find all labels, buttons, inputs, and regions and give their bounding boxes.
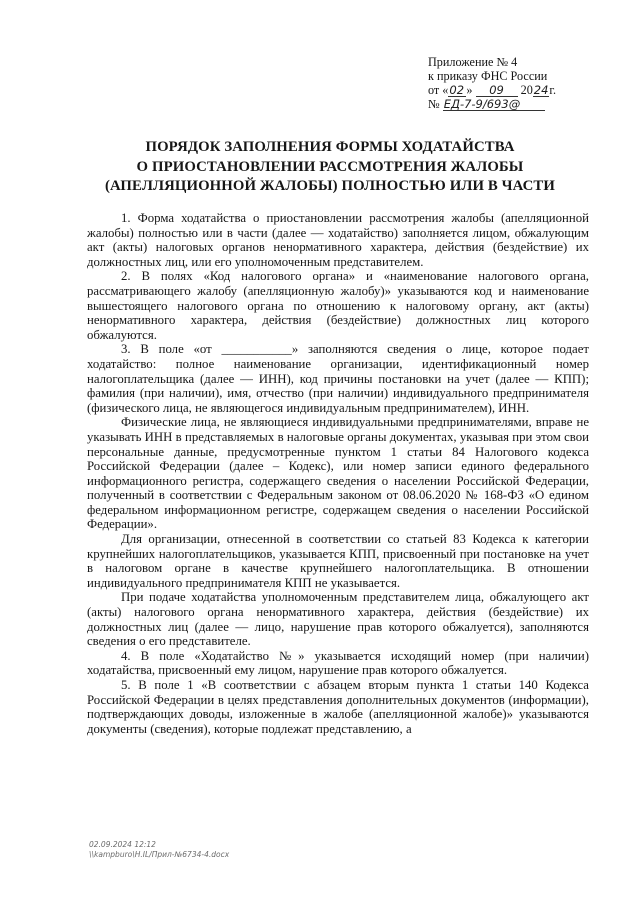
footer-timestamp: 02.09.2024 12:12 xyxy=(89,840,156,849)
paragraph-4: Физические лица, не являющиеся индивидуальными предпринимателями, вправе не указывать ИНН в представляемых в налоговые органы документах, указывая при этом свои персональные данные, предусмотренные пунктом 1 статьи 84 Налогового кодекса Российской Федерации (далее – Кодекс), или номер записи единого федерального информационного регистра, содержащего сведения о населении Российской Федерации, полученный в соответствии с Федеральным законом от 08.06.2020 № 168-ФЗ «О едином федеральном информационном регистре, содержащем сведения о населении Российской Федерации». xyxy=(87,415,589,532)
handwritten-order-number: ЕД-7-9/693@ xyxy=(443,98,545,111)
handwritten-month: 09 xyxy=(476,84,518,97)
number-prefix: № xyxy=(428,97,443,111)
paragraph-8: 5. В поле 1 «В соответствии с абзацем вторым пункта 1 статьи 140 Кодекса Российской Федерации в целях представления дополнительных документов (информации), подтверждающих доводы, изложенные в жалобе (апелляционной жалобе)» указываются документы (сведения), которые подлежат представлению, а xyxy=(87,678,589,736)
paragraph-3: 3. В поле «от ___________» заполняются сведения о лице, которое подает ходатайство: полное наименование организации, идентификационный номер налогоплательщика (далее — ИНН), код причины постановки на учет (далее — КПП); фамилия (при наличии), имя, отчество (при наличии) индивидуального предпринимателя (физического лица, не являющегося индивидуальным предпринимателем), ИНН. xyxy=(87,342,589,415)
appendix-header xyxy=(428,55,628,111)
paragraph-2: 2. В полях «Код налогового органа» и «наименование налогового органа, рассматривающего жалобу (апелляционную жалобу)» указываются код и наименование вышестоящего налогового органа по отношению к налоговому органу, акт (акты) ненормативного характера, действия (бездействие) должностных лиц которого обжалуются. xyxy=(87,269,589,342)
paragraph-6: При подаче ходатайства уполномоченным представителем лица, обжалующего акт (акты) налогового органа ненормативного характера, действия (бездействие) их должностных лиц (далее — лицо, нарушение прав которого обжалуется), заполняются сведения о его представителе. xyxy=(87,590,589,649)
title-line-3: (АПЕЛЛЯЦИОННОЙ ЖАЛОБЫ) ПОЛНОСТЬЮ ИЛИ В ЧАСТИ xyxy=(104,178,555,194)
date-suffix: г. xyxy=(549,83,557,97)
paragraph-7: 4. В поле «Ходатайство №» указывается исходящий номер (при наличии) ходатайства, присвоенный ему лицом, нарушение прав которого обжалуется. xyxy=(87,648,589,678)
document-body xyxy=(87,211,589,736)
date-mid: » xyxy=(466,83,473,97)
handwritten-year: 24 xyxy=(533,83,549,97)
file-footer xyxy=(89,840,229,860)
document-title xyxy=(60,138,600,197)
order-number xyxy=(428,97,628,111)
paragraph-1: 1. Форма ходатайства о приостановлении рассмотрения жалобы (апелляционной жалобы) полностью или в части (далее — ходатайство) заполняется лицом, обжалующим акт (акты) налоговых органов ненормативного характера, действия (бездействие) их должностных лиц, или его уполномоченным представителем. xyxy=(87,211,589,269)
title-line-2: О ПРИОСТАНОВЛЕНИИ РАССМОТРЕНИЯ ЖАЛОБЫ xyxy=(136,158,524,175)
date-prefix: от « xyxy=(428,83,449,97)
handwritten-day: 02 xyxy=(448,84,466,97)
date-year-prefix: 20 xyxy=(520,83,533,97)
order-reference: к приказу ФНС России xyxy=(428,69,548,83)
footer-filepath: \\kampburo\H.IL/Прил-№6734-4.docx xyxy=(89,850,230,859)
paragraph-5: Для организации, отнесенной в соответствии со статьей 83 Кодекса к категории крупнейших налогоплательщиков, указывается КПП, присвоенный при постановке на учет в налоговом органе в качестве крупнейшего налогоплательщика. В отношении индивидуального предпринимателя КПП не указывается. xyxy=(87,532,589,590)
appendix-number: Приложение № 4 xyxy=(428,55,518,69)
order-date xyxy=(428,83,628,97)
title-line-1: ПОРЯДОК ЗАПОЛНЕНИЯ ФОРМЫ ХОДАТАЙСТВА xyxy=(145,139,515,155)
